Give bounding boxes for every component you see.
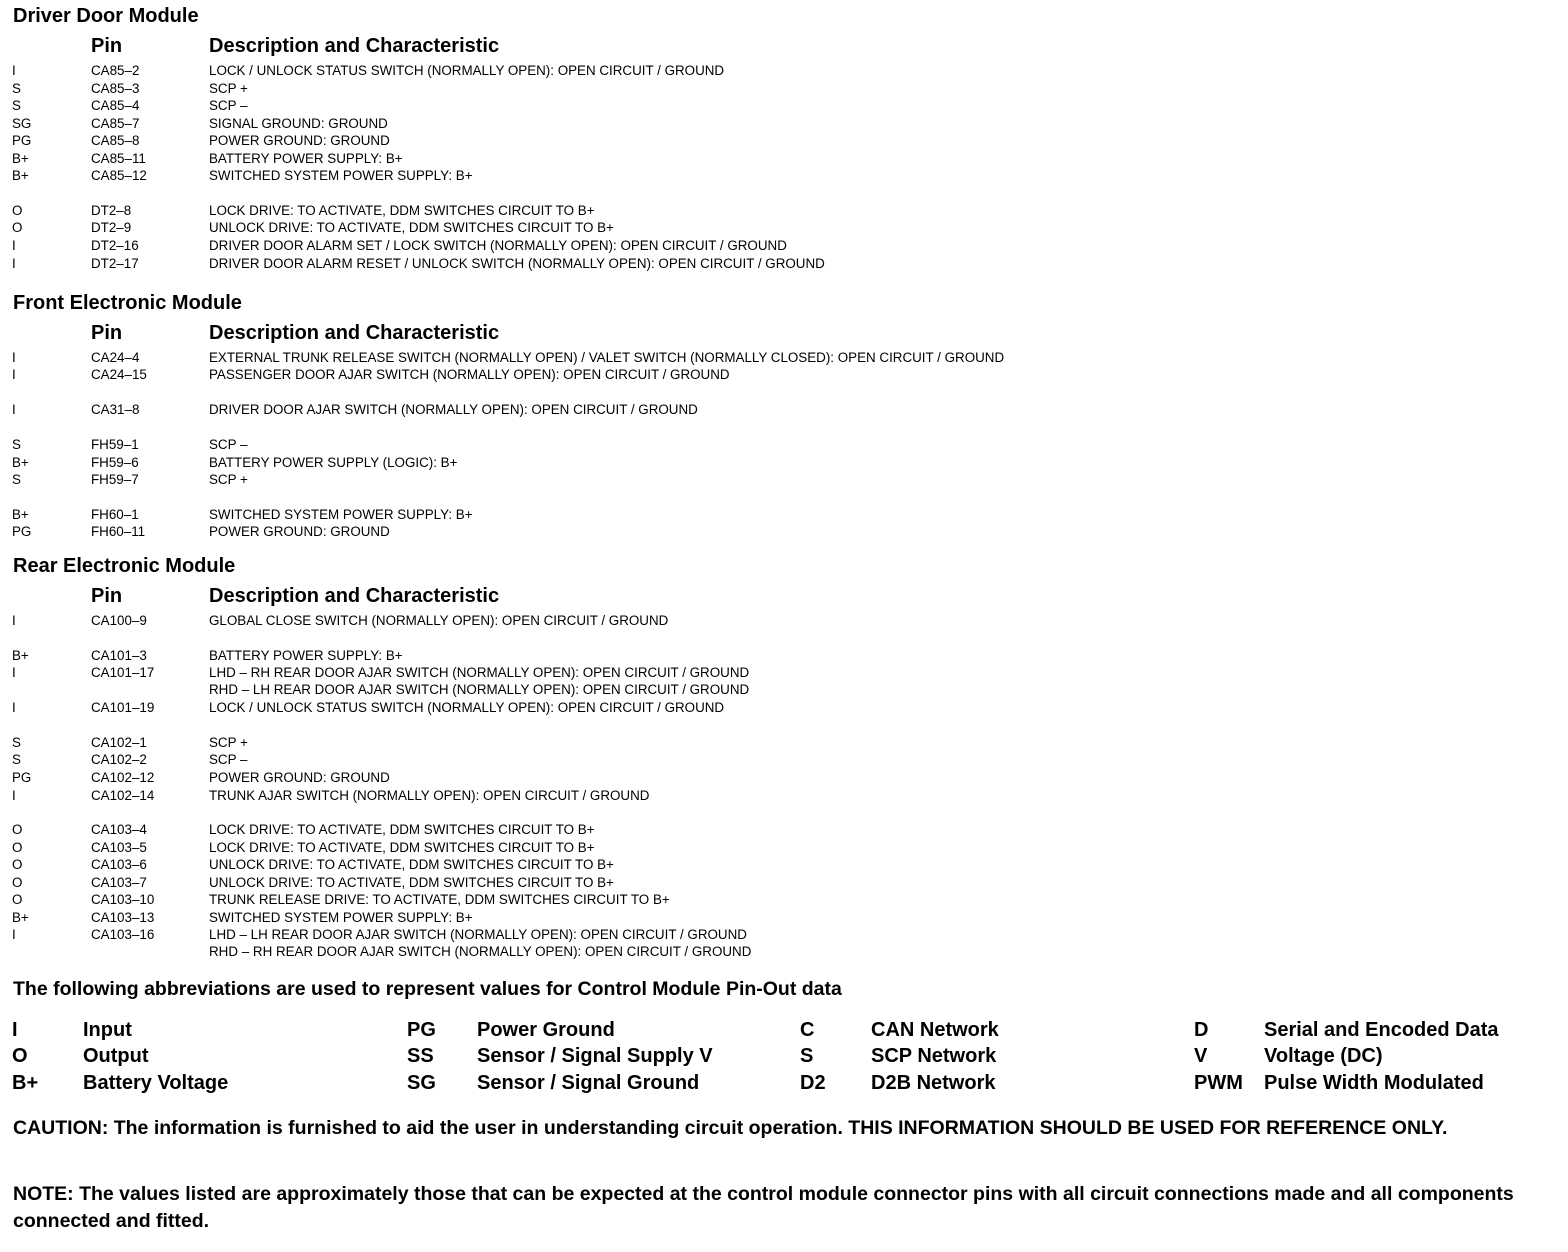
- table-row: [0, 97, 1200, 114]
- caution-text: CAUTION: The information is furnished to aid the user in understanding circuit operation. THIS INFORMATION SHOULD BE USED FOR REFERENCE ONLY.: [13, 1117, 1448, 1139]
- table-row: [0, 681, 1200, 698]
- pin-cell: CA101–3: [91, 648, 147, 663]
- pin-cell: CA24–4: [91, 350, 140, 365]
- abbr-code: S: [800, 1045, 814, 1067]
- type-cell: S: [12, 472, 21, 487]
- type-cell: O: [12, 892, 23, 907]
- pin-cell: CA103–6: [91, 857, 147, 872]
- table-row: [0, 132, 1200, 149]
- abbr-code: SG: [407, 1072, 436, 1094]
- abbr-meaning: Output: [83, 1045, 149, 1067]
- table-row: [0, 237, 1200, 254]
- pin-cell: CA85–12: [91, 168, 147, 183]
- abbr-code: D: [1194, 1019, 1209, 1041]
- type-cell: I: [12, 256, 16, 271]
- description-cell: SCP +: [209, 81, 248, 96]
- description-cell: TRUNK AJAR SWITCH (NORMALLY OPEN): OPEN CIRCUIT / GROUND: [209, 788, 650, 803]
- description-cell: LOCK / UNLOCK STATUS SWITCH (NORMALLY OPEN): OPEN CIRCUIT / GROUND: [209, 63, 725, 78]
- table-row: [0, 856, 1200, 873]
- description-cell: UNLOCK DRIVE: TO ACTIVATE, DDM SWITCHES CIRCUIT TO B+: [209, 875, 614, 890]
- type-cell: O: [12, 822, 23, 837]
- description-cell: SCP +: [209, 735, 248, 750]
- table-row: [0, 471, 1200, 488]
- description-cell: UNLOCK DRIVE: TO ACTIVATE, DDM SWITCHES CIRCUIT TO B+: [209, 857, 614, 872]
- type-cell: I: [12, 665, 16, 680]
- pin-cell: CA102–2: [91, 752, 147, 767]
- type-cell: SG: [12, 116, 32, 131]
- pin-cell: CA24–15: [91, 367, 147, 382]
- description-cell: SCP –: [209, 437, 248, 452]
- type-cell: B+: [12, 910, 29, 925]
- description-cell: SWITCHED SYSTEM POWER SUPPLY: B+: [209, 168, 473, 183]
- pin-cell: CA103–7: [91, 875, 147, 890]
- description-cell: BATTERY POWER SUPPLY: B+: [209, 648, 403, 663]
- table-row: [0, 821, 1200, 838]
- pin-cell: CA85–3: [91, 81, 140, 96]
- table-row: [0, 80, 1200, 97]
- table-row: [0, 454, 1200, 471]
- description-cell: TRUNK RELEASE DRIVE: TO ACTIVATE, DDM SWITCHES CIRCUIT TO B+: [209, 892, 670, 907]
- abbreviations-title: The following abbreviations are used to represent values for Control Module Pin-Out data: [13, 978, 842, 1000]
- pin-cell: DT2–8: [91, 203, 132, 218]
- type-cell: I: [12, 700, 16, 715]
- pin-cell: DT2–16: [91, 238, 139, 253]
- pin-cell: CA103–4: [91, 822, 147, 837]
- type-cell: I: [12, 367, 16, 382]
- table-row: [0, 699, 1200, 716]
- table-row: [0, 202, 1200, 219]
- pin-cell: CA102–14: [91, 788, 155, 803]
- table-row: [0, 751, 1200, 768]
- type-cell: PG: [12, 524, 32, 539]
- abbr-code: B+: [12, 1072, 39, 1094]
- type-cell: O: [12, 220, 23, 235]
- pin-cell: CA103–5: [91, 840, 147, 855]
- abbr-code: V: [1194, 1045, 1208, 1067]
- abbr-meaning: D2B Network: [871, 1072, 996, 1094]
- type-cell: I: [12, 350, 16, 365]
- description-cell: POWER GROUND: GROUND: [209, 770, 390, 785]
- pin-cell: CA100–9: [91, 613, 147, 628]
- description-cell: LHD – LH REAR DOOR AJAR SWITCH (NORMALLY OPEN): OPEN CIRCUIT / GROUND: [209, 927, 747, 942]
- table-row: [0, 167, 1200, 184]
- description-cell: POWER GROUND: GROUND: [209, 524, 390, 539]
- abbr-code: SS: [407, 1045, 434, 1067]
- pin-cell: CA85–8: [91, 133, 140, 148]
- type-cell: B+: [12, 455, 29, 470]
- table-row: [0, 219, 1200, 236]
- type-cell: S: [12, 437, 21, 452]
- description-column-header: Description and Characteristic: [209, 585, 500, 607]
- pin-column-header: Pin: [91, 585, 123, 607]
- abbr-meaning: Pulse Width Modulated: [1264, 1072, 1484, 1094]
- table-row: [0, 349, 1200, 366]
- description-cell: LOCK DRIVE: TO ACTIVATE, DDM SWITCHES CIRCUIT TO B+: [209, 822, 595, 837]
- type-cell: PG: [12, 133, 32, 148]
- pin-cell: CA102–1: [91, 735, 147, 750]
- pin-cell: CA103–13: [91, 910, 155, 925]
- abbr-meaning: SCP Network: [871, 1045, 997, 1067]
- pin-column-header: Pin: [91, 322, 123, 344]
- table-row: [0, 891, 1200, 908]
- description-cell: SIGNAL GROUND: GROUND: [209, 116, 388, 131]
- pin-cell: CA101–19: [91, 700, 155, 715]
- abbr-meaning: CAN Network: [871, 1019, 999, 1041]
- abbr-code: PG: [407, 1019, 436, 1041]
- table-row: [0, 787, 1200, 804]
- table-row: [0, 664, 1200, 681]
- table-row: [0, 436, 1200, 453]
- description-cell: DRIVER DOOR ALARM RESET / UNLOCK SWITCH (NORMALLY OPEN): OPEN CIRCUIT / GROUND: [209, 256, 825, 271]
- pin-cell: DT2–9: [91, 220, 132, 235]
- type-cell: S: [12, 98, 21, 113]
- type-cell: S: [12, 735, 21, 750]
- abbr-code: O: [12, 1045, 28, 1067]
- pin-cell: FH60–1: [91, 507, 139, 522]
- description-cell: GLOBAL CLOSE SWITCH (NORMALLY OPEN): OPEN CIRCUIT / GROUND: [209, 613, 669, 628]
- abbr-meaning: Sensor / Signal Supply V: [477, 1045, 713, 1067]
- type-cell: B+: [12, 507, 29, 522]
- description-cell: SCP –: [209, 752, 248, 767]
- table-row: [0, 115, 1200, 132]
- note-text: NOTE: The values listed are approximately those that can be expected at the control module connector pins with all circuit connections made and all components connected and fitted.: [13, 1183, 1514, 1232]
- table-row: [0, 909, 1200, 926]
- type-cell: B+: [12, 648, 29, 663]
- description-cell: SCP –: [209, 98, 248, 113]
- type-cell: I: [12, 63, 16, 78]
- table-row: [0, 401, 1200, 418]
- table-row: [0, 769, 1200, 786]
- description-column-header: Description and Characteristic: [209, 35, 500, 57]
- table-row: [0, 734, 1200, 751]
- type-cell: I: [12, 613, 16, 628]
- description-cell: LOCK DRIVE: TO ACTIVATE, DDM SWITCHES CIRCUIT TO B+: [209, 840, 595, 855]
- type-cell: B+: [12, 168, 29, 183]
- description-cell: POWER GROUND: GROUND: [209, 133, 390, 148]
- table-row: [0, 926, 1200, 943]
- description-cell: LOCK / UNLOCK STATUS SWITCH (NORMALLY OPEN): OPEN CIRCUIT / GROUND: [209, 700, 725, 715]
- abbr-meaning: Voltage (DC): [1264, 1045, 1383, 1067]
- table-row: [0, 612, 1200, 629]
- type-cell: S: [12, 81, 21, 96]
- abbr-code: I: [12, 1019, 18, 1041]
- pin-cell: FH60–11: [91, 524, 146, 539]
- type-cell: I: [12, 238, 16, 253]
- section-title-front-electronic-module: Front Electronic Module: [13, 292, 242, 314]
- pin-cell: CA31–8: [91, 402, 140, 417]
- table-row: [0, 943, 1200, 960]
- description-cell: SWITCHED SYSTEM POWER SUPPLY: B+: [209, 910, 473, 925]
- pin-cell: CA101–17: [91, 665, 155, 680]
- type-cell: I: [12, 402, 16, 417]
- type-cell: B+: [12, 151, 29, 166]
- pin-cell: CA85–2: [91, 63, 140, 78]
- description-cell: SCP +: [209, 472, 248, 487]
- abbr-meaning: Serial and Encoded Data: [1264, 1019, 1499, 1041]
- pin-cell: CA103–16: [91, 927, 155, 942]
- description-cell: BATTERY POWER SUPPLY (LOGIC): B+: [209, 455, 458, 470]
- section-title-rear-electronic-module: Rear Electronic Module: [13, 555, 236, 577]
- pin-cell: CA85–4: [91, 98, 140, 113]
- description-cell: LHD – RH REAR DOOR AJAR SWITCH (NORMALLY OPEN): OPEN CIRCUIT / GROUND: [209, 665, 750, 680]
- description-cell: DRIVER DOOR ALARM SET / LOCK SWITCH (NORMALLY OPEN): OPEN CIRCUIT / GROUND: [209, 238, 787, 253]
- description-cell: RHD – RH REAR DOOR AJAR SWITCH (NORMALLY OPEN): OPEN CIRCUIT / GROUND: [209, 944, 752, 959]
- type-cell: O: [12, 840, 23, 855]
- abbr-meaning: Battery Voltage: [83, 1072, 229, 1094]
- pin-column-header: Pin: [91, 35, 123, 57]
- pin-cell: FH59–1: [91, 437, 139, 452]
- description-column-header: Description and Characteristic: [209, 322, 500, 344]
- table-row: [0, 523, 1200, 540]
- table-row: [0, 62, 1200, 79]
- type-cell: I: [12, 927, 16, 942]
- abbr-meaning: Power Ground: [477, 1019, 615, 1041]
- table-row: [0, 150, 1200, 167]
- table-row: [0, 366, 1200, 383]
- description-cell: PASSENGER DOOR AJAR SWITCH (NORMALLY OPEN): OPEN CIRCUIT / GROUND: [209, 367, 730, 382]
- pin-cell: FH59–7: [91, 472, 139, 487]
- table-row: [0, 255, 1200, 272]
- description-cell: BATTERY POWER SUPPLY: B+: [209, 151, 403, 166]
- abbr-code: C: [800, 1019, 815, 1041]
- abbr-meaning: Sensor / Signal Ground: [477, 1072, 700, 1094]
- pin-cell: CA102–12: [91, 770, 155, 785]
- type-cell: O: [12, 203, 23, 218]
- description-cell: RHD – LH REAR DOOR AJAR SWITCH (NORMALLY OPEN): OPEN CIRCUIT / GROUND: [209, 682, 750, 697]
- type-cell: O: [12, 875, 23, 890]
- type-cell: PG: [12, 770, 32, 785]
- description-cell: DRIVER DOOR AJAR SWITCH (NORMALLY OPEN): OPEN CIRCUIT / GROUND: [209, 402, 698, 417]
- table-row: [0, 506, 1200, 523]
- pin-cell: CA85–11: [91, 151, 146, 166]
- pin-cell: DT2–17: [91, 256, 139, 271]
- description-cell: SWITCHED SYSTEM POWER SUPPLY: B+: [209, 507, 473, 522]
- table-row: [0, 874, 1200, 891]
- pin-cell: FH59–6: [91, 455, 139, 470]
- abbr-code: PWM: [1194, 1072, 1243, 1094]
- description-cell: UNLOCK DRIVE: TO ACTIVATE, DDM SWITCHES CIRCUIT TO B+: [209, 220, 614, 235]
- pin-cell: CA85–7: [91, 116, 140, 131]
- description-cell: EXTERNAL TRUNK RELEASE SWITCH (NORMALLY OPEN) / VALET SWITCH (NORMALLY CLOSED): OPEN CIRCUIT / GROUND: [209, 350, 1005, 365]
- description-cell: LOCK DRIVE: TO ACTIVATE, DDM SWITCHES CIRCUIT TO B+: [209, 203, 595, 218]
- pin-cell: CA103–10: [91, 892, 155, 907]
- section-title-driver-door-module: Driver Door Module: [13, 5, 199, 27]
- type-cell: S: [12, 752, 21, 767]
- abbr-meaning: Input: [83, 1019, 132, 1041]
- table-row: [0, 647, 1200, 664]
- abbr-code: D2: [800, 1072, 826, 1094]
- type-cell: I: [12, 788, 16, 803]
- type-cell: O: [12, 857, 23, 872]
- table-row: [0, 839, 1200, 856]
